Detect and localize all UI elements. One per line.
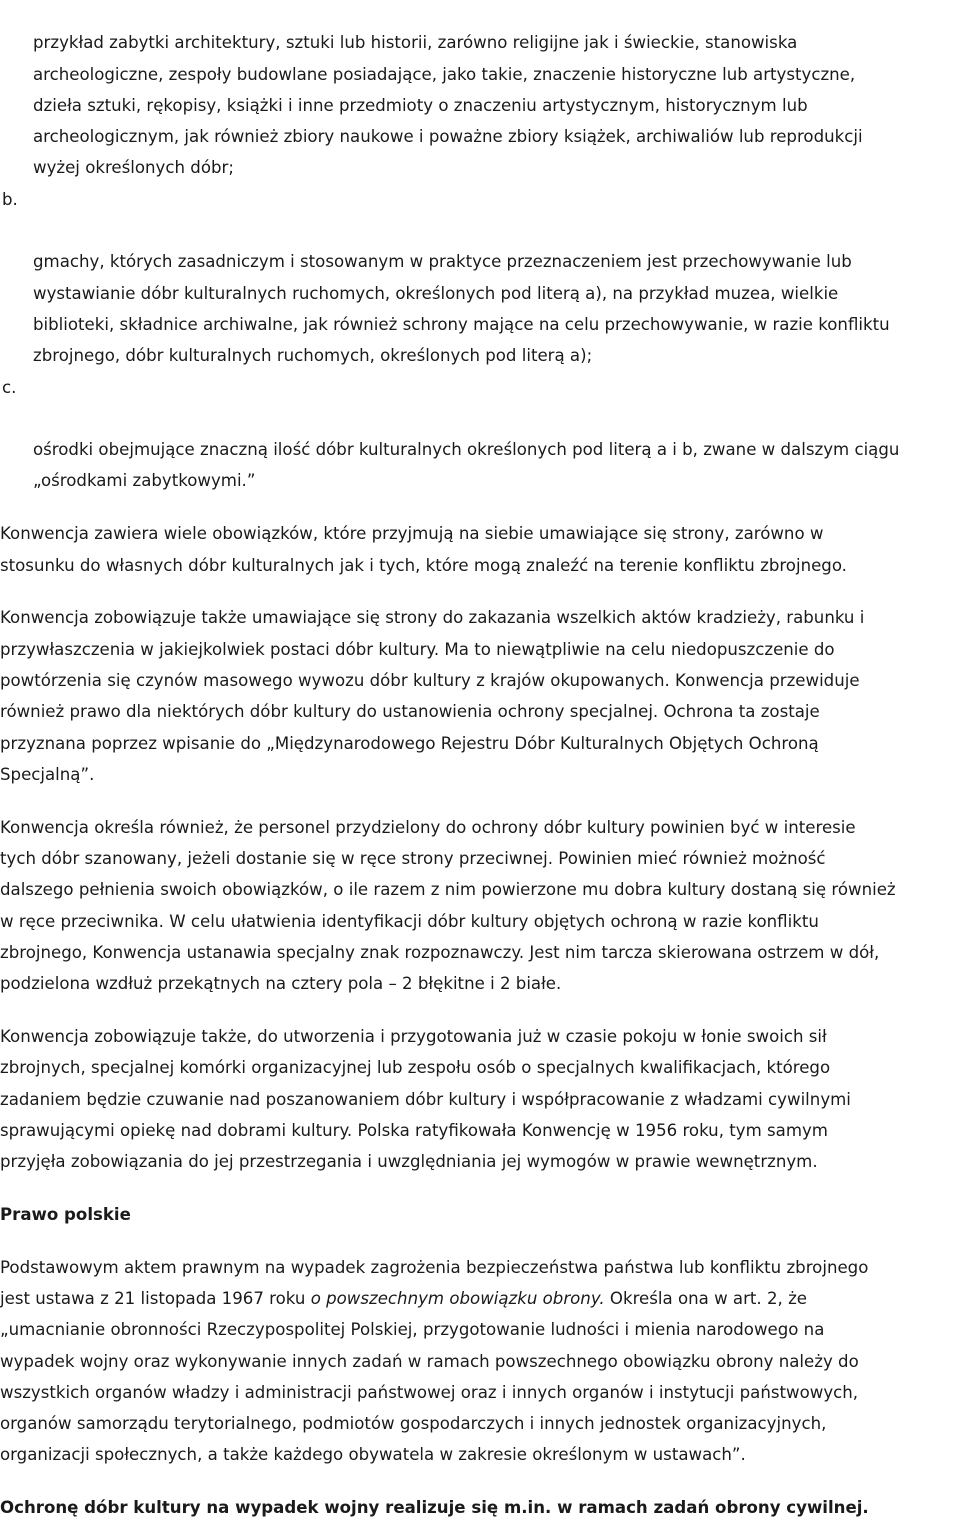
polish-law-part-2: Określa ona w art. 2, że „umacnianie obronności Rzeczypospolitej Polskiej, przygotowanie ludności i mienia narodowego na wypadek wojny oraz wykonywanie innych zadań w ramach powszechnego obowiązku obrony należy do wszystkich organów władzy i administracji państwowej oraz i innych organów i instytucji państwowych, organów samorządu terytorialnego, podmiotów gospodarczych i innych jednostek organizacyjnych, organizacji społecznych, a także każdego obywatela w zakresie określonym w ustawach”. — [0, 1288, 859, 1465]
paragraph-obligations: Konwencja zawiera wiele obowiązków, które przyjmują na siebie umawiające się strony, zarówno w stosunku do własnych dóbr kulturalnych jak i tych, które mogą znaleźć na terenie konfliktu zbrojnego. — [0, 524, 847, 575]
list-item-a-continuation — [0, 0, 960, 184]
paragraph-polish-law — [0, 1252, 960, 1471]
final-bold-statement: Ochronę dóbr kultury na wypadek wojny realizuje się m.in. w ramach zadań obrony cywilnej. — [0, 1498, 869, 1518]
act-title: o powszechnym obowiązku obrony. — [310, 1288, 605, 1308]
list-item-c-text: ośrodki obejmujące znaczną ilość dóbr kulturalnych określonych pod literą a i b, zwane w dalszym ciągu „ośrodkami zabytkowymi.” — [33, 440, 900, 491]
list-item-b-text: gmachy, których zasadniczym i stosowanym w praktyce przeznaczeniem jest przechowywanie lub wystawianie dóbr kulturalnych ruchomych, określonych pod literą a), na przykład muzea, wielkie biblioteki, składnice archiwalne, jak również schrony mające na celu przechowywanie, w razie konfliktu zbrojnego, dóbr kulturalnych ruchomych, określonych pod literą a); — [33, 252, 890, 366]
paragraph-personnel: Konwencja określa również, że personel przydzielony do ochrony dóbr kultury powinien być w interesie tych dóbr szanowany, jeżeli dostanie się w ręce strony przeciwnej. Powinien mieć również możność dalszego pełnienia swoich obowiązków, o ile razem z nim powierzone mu dobra kultury dostaną się również w ręce przeciwnika. W celu ułatwienia identyfikacji dóbr kultury objętych ochroną w razie konfliktu zbrojnego, Konwencja ustanawia specjalny znak rozpoznawczy. Jest nim tarcza skierowana ostrzem w dół, podzielona wzdłuż przekątnych na cztery pola – 2 błękitne i 2 białe. — [0, 817, 896, 994]
paragraph-theft-prohibition: Konwencja zobowiązuje także umawiające się strony do zakazania wszelkich aktów kradzieży, rabunku i przywłaszczenia w jakiejkolwiek postaci dóbr kultury. Ma to niewątpliwie na celu niedopuszczenie do powtórzenia się czynów masowego wywozu dóbr kultury z krajów okupowanych. Konwencja przewiduje również prawo dla niektórych dóbr kultury do ustanowienia ochrony specjalnej. Ochrona ta zostaje przyznana poprzez wpisanie do „Międzynarodowego Rejestru Dóbr Kulturalnych Objętych Ochroną Specjalną”. — [0, 608, 865, 784]
list-marker-c: c. — [2, 377, 17, 397]
paragraph-organizational-unit: Konwencja zobowiązuje także, do utworzenia i przygotowania już w czasie pokoju w łonie swoich sił zbrojnych, specjalnej komórki organizacyjnej lub zespołu osób o specjalnych kwalifikacjach, którego zadaniem będzie czuwanie nad poszanowaniem dóbr kultury i współpracowanie z władzami cywilnymi sprawującymi opiekę nad dobrami kultury. Polska ratyfikowała Konwencję w 1956 roku, tym samym przyjęła zobowiązania do jej przestrzegania i uwzględniania jej wymogów w prawie wewnętrznym. — [0, 1026, 851, 1172]
list-marker-b: b. — [2, 189, 18, 209]
section-heading: Prawo polskie — [0, 1204, 131, 1224]
list-item-b — [0, 184, 960, 372]
list-item-a-text: przykład zabytki architektury, sztuki lub historii, zarówno religijne jak i świeckie, stanowiska archeologiczne, zespoły budowlane posiadające, jako takie, znaczenie historyczne lub artystyczne, dzieła sztuki, rękopisy, książki i inne przedmioty o znaczeniu artystycznym, historycznym lub archeologicznym, jak również zbiory naukowe i poważne zbiory książek, archiwaliów lub reprodukcji wyżej określonych dóbr; — [33, 33, 863, 178]
polish-law-part-1: Podstawowym aktem prawnym na wypadek zagrożenia bezpieczeństwa państwa lub konfliktu zbrojnego jest ustawa z 21 listopada 1967 roku — [0, 1257, 869, 1308]
list-item-c — [0, 372, 960, 497]
